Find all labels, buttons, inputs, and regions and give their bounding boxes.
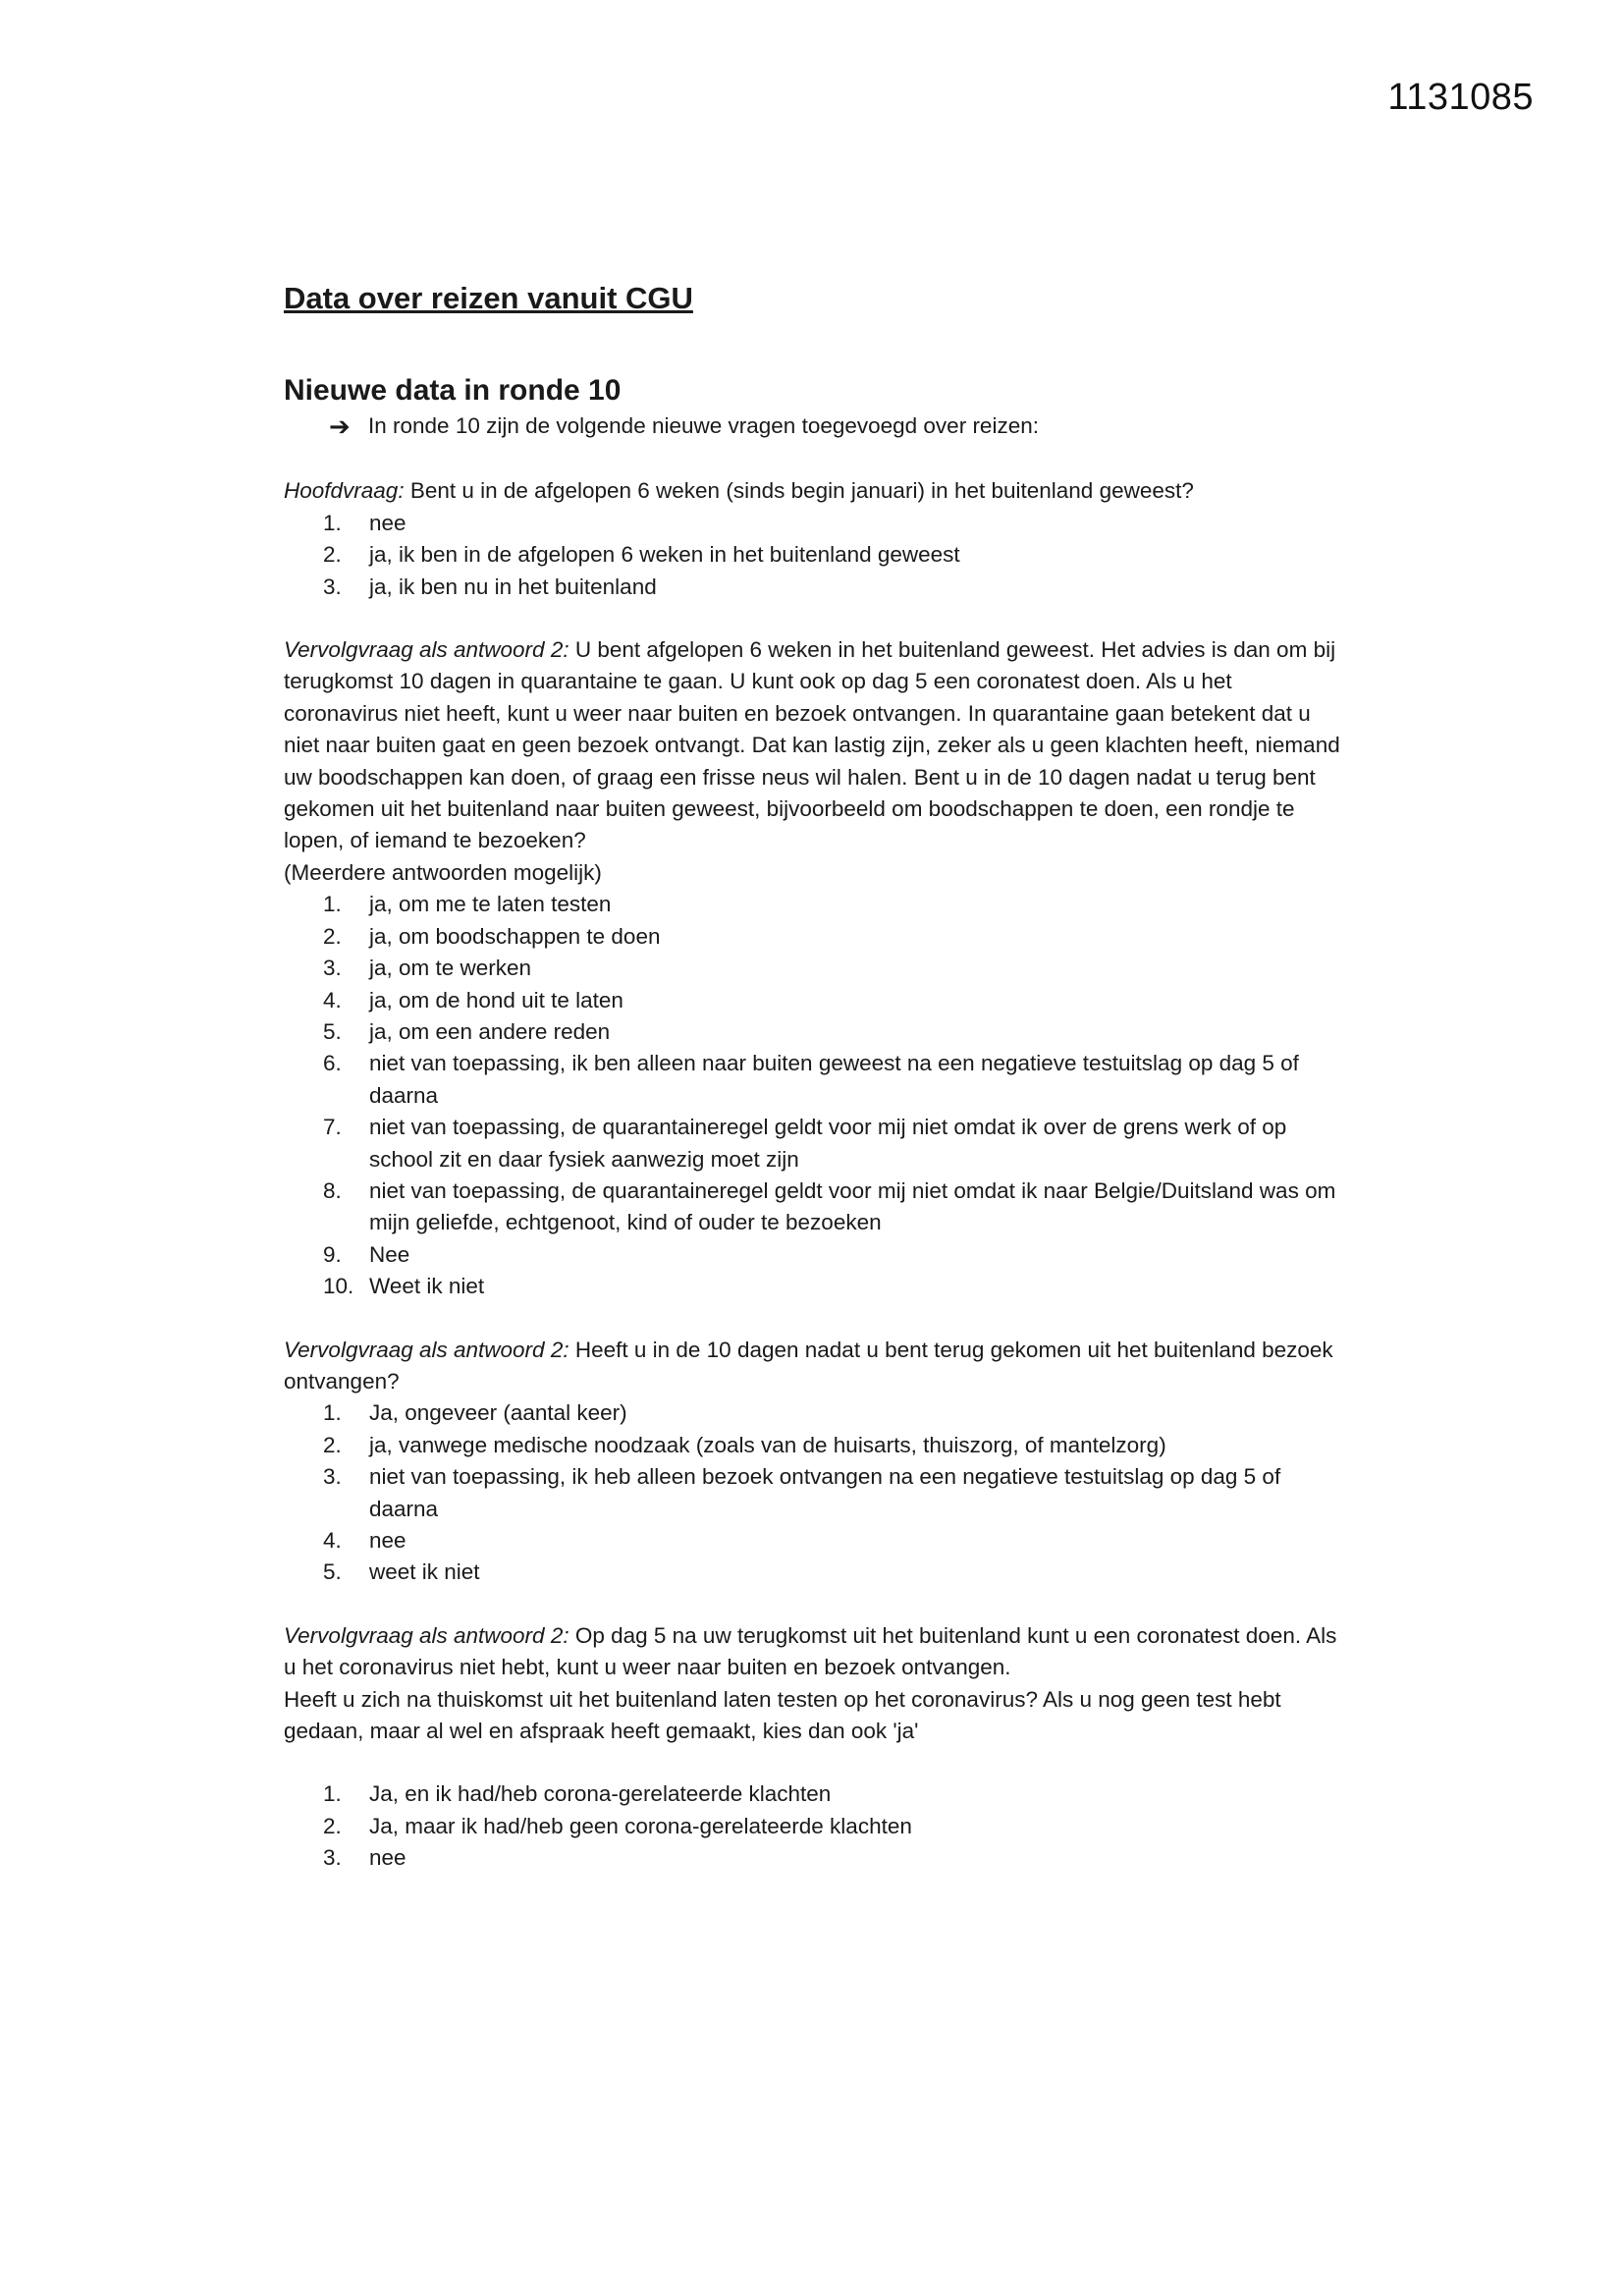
item-text: Weet ik niet [369, 1274, 485, 1299]
item-number: 1. [323, 892, 342, 917]
item-number: 5. [323, 1018, 342, 1044]
item-number: 3. [323, 1845, 342, 1871]
question-block-2 [284, 634, 1349, 1303]
item-number: 3. [323, 1464, 342, 1490]
item-text: niet van toepassing, ik ben alleen naar buiten geweest na een negatieve testuitslag op dag 5 of daarna [369, 1051, 1299, 1108]
list-item [284, 1175, 1349, 1239]
item-text: Ja, en ik had/heb corona-gerelateerde klachten [369, 1781, 832, 1807]
item-number: 2. [323, 1813, 342, 1838]
item-text: ja, vanwege medische noodzaak (zoals van de huisarts, thuiszorg, of mantelzorg) [369, 1432, 1166, 1457]
item-text: ja, ik ben in de afgelopen 6 weken in het buitenland geweest [369, 542, 960, 568]
item-text: Ja, maar ik had/heb geen corona-gerelateerde klachten [369, 1813, 912, 1838]
question-followup: Heeft u zich na thuiskomst uit het buitenland laten testen op het coronavirus? Als u nog geen test hebt gedaan, maar al wel en afspraak heeft gemaakt, kies dan ook 'ja' [284, 1686, 1281, 1744]
answer-list [284, 1778, 1349, 1874]
item-text: niet van toepassing, ik heb alleen bezoek ontvangen na een negatieve testuitslag op dag 5 of daarna [369, 1464, 1281, 1521]
document-id: 1131085 [1387, 77, 1534, 118]
intro-line [284, 410, 1349, 442]
question-note: (Meerdere antwoorden mogelijk) [284, 859, 602, 885]
question-text [284, 1335, 1349, 1398]
list-item [284, 539, 1349, 571]
item-number: 1. [323, 510, 342, 535]
answer-list [284, 889, 1349, 1302]
list-item [284, 953, 1349, 984]
list-item [284, 1557, 1349, 1588]
item-text: nee [369, 1845, 406, 1871]
question-block-4 [284, 1620, 1349, 1875]
question-body: Bent u in de afgelopen 6 weken (sinds begin januari) in het buitenland geweest? [404, 478, 1194, 504]
item-text: ja, om een andere reden [369, 1018, 611, 1044]
item-text: Nee [369, 1241, 410, 1267]
item-number: 9. [323, 1241, 342, 1267]
item-number: 7. [323, 1115, 342, 1140]
item-number: 1. [323, 1781, 342, 1807]
question-body: U bent afgelopen 6 weken in het buitenland geweest. Het advies is dan om bij terugkomst 10 dagen in quarantaine te gaan. U kunt ook op dag 5 een coronatest doen. Als u het coronavirus niet heeft, kunt u weer naar buiten en bezoek ontvangen. In quarantaine gaan betekent dat u niet naar buiten gaat en geen bezoek ontvangt. Dat kan lastig zijn, zeker als u geen klachten heeft, niemand uw boodschappen kan doen, of graag een frisse neus wil halen. Bent u in de 10 dagen nadat u terug bent gekomen uit het buitenland naar buiten geweest, bijvoorbeeld om boodschappen te doen, een rondje te lopen, of iemand te bezoeken? [284, 637, 1340, 853]
item-number: 1. [323, 1400, 342, 1426]
arrow-right-icon: ➔ [329, 411, 351, 442]
list-item [284, 1461, 1349, 1525]
item-number: 2. [323, 923, 342, 949]
answer-list [284, 508, 1349, 603]
item-number: 2. [323, 1432, 342, 1457]
question-text [284, 634, 1349, 857]
list-item [284, 508, 1349, 539]
question-text [284, 1620, 1349, 1684]
item-text: niet van toepassing, de quarantaineregel geldt voor mij niet omdat ik naar Belgie/Duitsland was om mijn geliefde, echtgenoot, kind of ouder te bezoeken [369, 1177, 1336, 1235]
question-text [284, 475, 1349, 507]
item-number: 5. [323, 1559, 342, 1585]
item-number: 8. [323, 1177, 342, 1203]
list-item [284, 1397, 1349, 1429]
item-text: nee [369, 510, 406, 535]
question-label: Vervolgvraag als antwoord 2: [284, 1337, 569, 1362]
question-block-3 [284, 1335, 1349, 1589]
question-label: Vervolgvraag als antwoord 2: [284, 637, 569, 663]
list-item [284, 572, 1349, 603]
item-number: 2. [323, 542, 342, 568]
item-text: ja, om me te laten testen [369, 892, 612, 917]
question-body: Op dag 5 na uw terugkomst uit het buitenland kunt u een coronatest doen. Als u het coronavirus niet hebt, kunt u weer naar buiten en bezoek ontvangen. [284, 1622, 1337, 1680]
item-text: nee [369, 1528, 406, 1553]
item-number: 4. [323, 987, 342, 1012]
item-text: ja, om te werken [369, 956, 532, 981]
list-item [284, 1525, 1349, 1557]
list-item [284, 1016, 1349, 1048]
list-item [284, 1048, 1349, 1112]
list-item [284, 1430, 1349, 1461]
question-label: Hoofdvraag: [284, 478, 405, 504]
item-number: 3. [323, 956, 342, 981]
item-text: niet van toepassing, de quarantaineregel geldt voor mij niet omdat ik over de grens werk of op school zit en daar fysiek aanwezig moet zijn [369, 1115, 1287, 1172]
item-text: weet ik niet [369, 1559, 480, 1585]
intro-text: In ronde 10 zijn de volgende nieuwe vragen toegevoegd over reizen: [368, 413, 1039, 438]
list-item [284, 921, 1349, 953]
item-number: 6. [323, 1051, 342, 1076]
question-label: Vervolgvraag als antwoord 2: [284, 1622, 569, 1648]
item-number: 3. [323, 574, 342, 599]
list-item [284, 1239, 1349, 1271]
question-body: Heeft u in de 10 dagen nadat u bent terug gekomen uit het buitenland bezoek ontvangen? [284, 1337, 1333, 1394]
list-item [284, 889, 1349, 920]
list-item [284, 1842, 1349, 1874]
spacer [284, 1747, 1349, 1778]
section-heading: Nieuwe data in ronde 10 [284, 374, 622, 407]
page-title: Data over reizen vanuit CGU [284, 281, 693, 315]
item-text: ja, om boodschappen te doen [369, 923, 661, 949]
item-text: ja, om de hond uit te laten [369, 987, 623, 1012]
list-item [284, 1778, 1349, 1810]
list-item [284, 1271, 1349, 1302]
page-content [284, 279, 1349, 1906]
list-item [284, 985, 1349, 1016]
item-text: Ja, ongeveer (aantal keer) [369, 1400, 627, 1426]
answer-list [284, 1397, 1349, 1588]
item-number: 4. [323, 1528, 342, 1553]
list-item [284, 1112, 1349, 1175]
list-item [284, 1811, 1349, 1842]
question-block-1 [284, 475, 1349, 603]
item-number: 10. [323, 1274, 354, 1299]
item-text: ja, ik ben nu in het buitenland [369, 574, 657, 599]
